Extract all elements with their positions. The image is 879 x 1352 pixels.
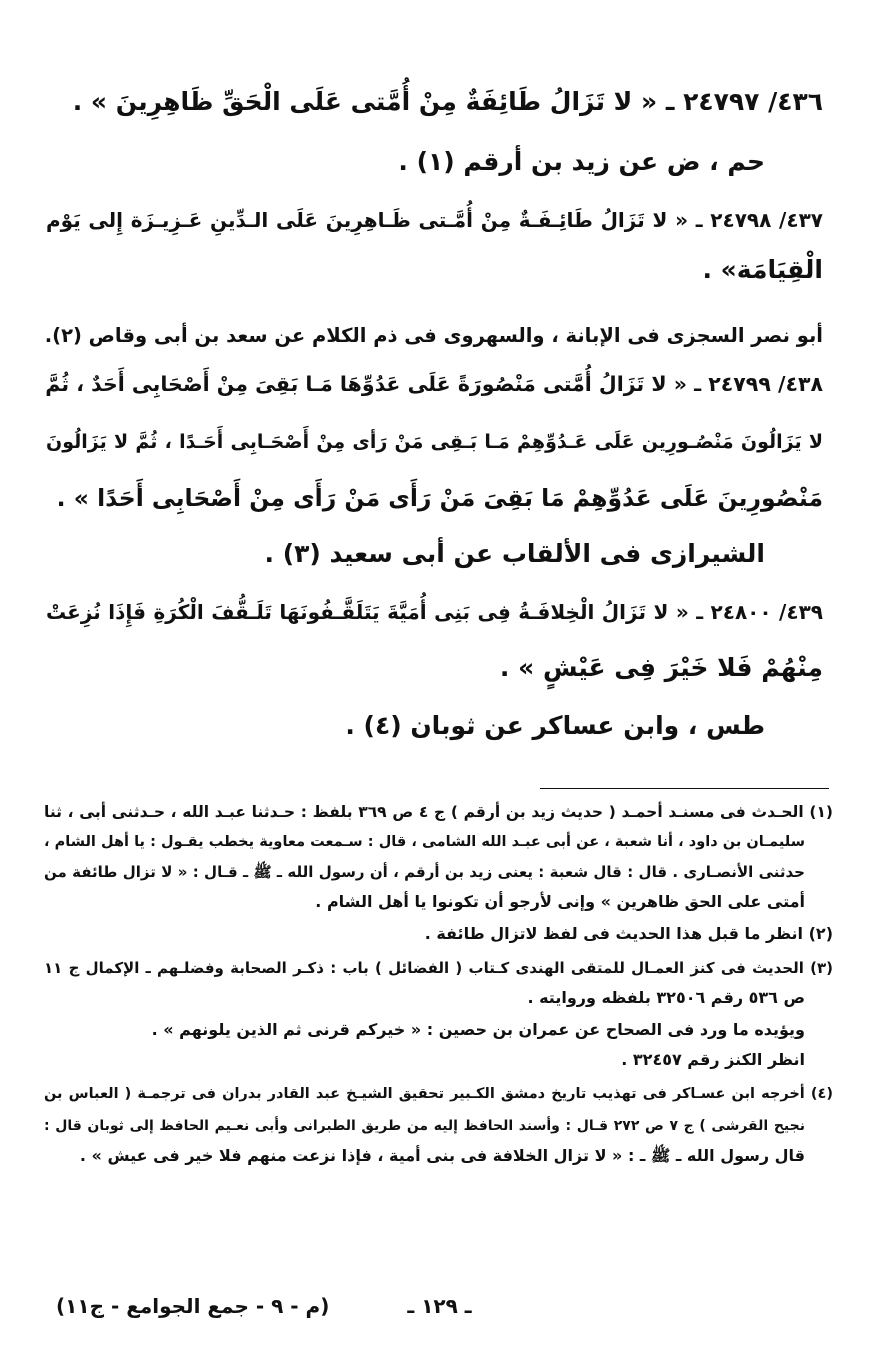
hadith-437-source: أبو نصر السجزى فى الإبانة ، والسهروى فى ذم الكلام عن سعد بن أبى وقاص (٢). [44, 324, 823, 347]
hadith-439-source: طس ، وابن عساكر عن ثوبان (٤) . [345, 711, 765, 740]
hadith-437-line-2: الْقِيَامَة» . [702, 255, 823, 284]
footnote-1-line-1: (١) الحـدث فى مسنـد أحمـد ( حديث زيد بن أرقم ) ج ٤ ص ٣٦٩ بلفظ : حـدثنا عبـد الله ، حـدثنى أبى ، ثنا [44, 803, 833, 821]
hadith-438-line-1: ٤٣٨/ ٢٤٧٩٩ ـ « لا تَزَالُ أُمَّتى مَنْصُورَةً عَلَى عَدُوِّهَا مَـا بَقِىَ مِنْ أَصْحَابِى أَحَدٌ ، ثُمَّ [45, 372, 823, 396]
footnote-4-line-1: (٤) أخرجه ابن عسـاكر فى تهذيب تاريخ دمشق الكـبير تحقيق الشيـخ عبد القادر بدران فى ترجمـة ( العباس بن [44, 1086, 833, 1102]
footnote-3-line-1: (٣) الحديث فى كنز العمـال للمتقى الهندى كـتاب ( الفضائل ) باب : ذكـر الصحابة وفضلـهم ـ الإكمال ج ١١ [44, 959, 833, 977]
hadith-438-source: الشيرازى فى الألقاب عن أبى سعيد (٣) . [264, 539, 765, 568]
footnote-3-line-4: انظر الكنز رقم ٣٢٤٥٧ . [621, 1050, 805, 1069]
hadith-439-line-1: ٤٣٩/ ٢٤٨٠٠ ـ « لا تَزَالُ الْخِلافَـةُ فِى بَنِى أُمَيَّةَ يَتَلَقَّـفُونَهَا تَلَـقُّفَ الْكُرَةِ فَإِذَا نُزِعَتْ [46, 600, 823, 624]
hadith-436-line-1: ٤٣٦/ ٢٤٧٩٧ ـ « لا تَزَالُ طَائِفَةٌ مِنْ أُمَّتى عَلَى الْحَقِّ ظَاهِرِينَ » . [72, 87, 823, 116]
footnote-2: (٢) انظر ما قبل هذا الحديث فى لفظ لاتزال طائفة . [424, 924, 833, 943]
footnote-4-line-2: نجيح القرشى ) ج ٧ ص ٢٧٢ قـال : وأسند الحافظ إليه من طريق الطبرانى وأبى نعـيم الحافظ إلى ثوبان قال : [44, 1118, 805, 1134]
footnote-3-line-3: ويؤيده ما ورد فى الصحاح عن عمران بن حصين : « خيركم قرنى ثم الذين يلونهم » . [151, 1020, 805, 1039]
hadith-439-line-2: مِنْهُمْ فَلا خَيْرَ فِى عَيْشٍ » . [499, 653, 823, 682]
footnote-3-line-2: ص ٥٣٦ رقم ٣٢٥٠٦ بلفظه وروايته . [527, 988, 805, 1007]
hadith-438-line-3: مَنْصُورِينَ عَلَى عَدُوِّهِمْ مَا بَقِىَ مَنْ رَأَى مَنْ رَأَى مِنْ أَصْحَابِى أَحَدًا » . [56, 484, 823, 512]
page-number: ـ ١٢٩ ـ [407, 1294, 472, 1318]
page-footer [56, 1290, 823, 1322]
signature-mark: (م - ٩ - جمع الجوامع - ج١١) [56, 1294, 330, 1318]
footnote-1-line-3: حدثنى الأنصـارى . قال : قال شعبة : يعنى زيد بن أرقم ، أن رسول الله ـ ﷺ ـ قـال : « لا تزال طائفة من [44, 863, 805, 881]
hadith-437-line-1: ٤٣٧/ ٢٤٧٩٨ ـ « لا تَزَالُ طَائِـفَـةٌ مِنْ أُمَّـتى ظَـاهِرِينَ عَلَى الـدِّينِ عَـزِيـزَة إِلى يَوْم [46, 208, 823, 232]
footnote-4-line-3: قال رسول الله ـ ﷺ ـ : « لا تزال الخلافة فى بنى أمية ، فإذا نزعت منهم فلا خير فى عيش » . [79, 1146, 805, 1165]
footnote-1-line-4: أمتى على الحق ظاهرين » وإنى لأرجو أن تكونوا يا أهل الشام . [315, 892, 805, 911]
hadith-438-line-2: لا يَزَالُونَ مَنْصُـورِين عَلَى عَـدُوِّهِمْ مَـا بَـقِى مَنْ رَأى مِنْ أَصْحَـابِى أَحَـدًا ، ثُمَّ لا يَزَالُونَ [46, 431, 823, 453]
footnote-1-line-2: سليمـان بن داود ، أنا شعبة ، عن أبى عبـد الله الشامى ، قال : سـمعت معاوية يخطب يقـول : يا أهل الشام ، [44, 834, 805, 850]
footnote-separator [540, 788, 829, 789]
hadith-436-source: حم ، ض عن زيد بن أرقم (١) . [398, 147, 765, 176]
